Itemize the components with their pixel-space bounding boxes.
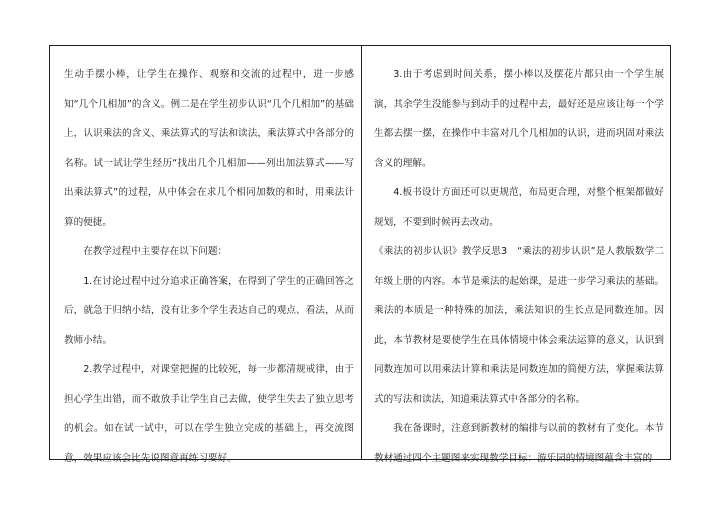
right-paragraph-2: 4.板书设计方面还可以更规范，布局更合理，对整个框架都做好规划，不要到时候再去改动。 [374,187,664,228]
document-frame [49,45,671,464]
left-paragraph-3: 1.在讨论过程中过分追求正确答案，在得到了学生的正确回答之后，就急于归纳小结，没有让多个学生表达自己的观点、看法，从而教师小结。 [64,275,354,346]
left-paragraph-4: 2.教学过程中，对课堂把握的比较死，每一步都清规戒律，由于担心学生出错，而不敢放手让学生自己去做，使学生失去了独立思考的机会。如在试一试中，可以在学生独立完成的基础上，再交流图意，效果应该会比先说图意再练习要好。 [64,364,354,464]
column-divider [361,46,362,459]
right-paragraph-3: 《乘法的初步认识》教学反思3 “乘法的初步认识”是人教版数学二年级上册的内容。本节是乘法的起始课，是进一步学习乘法的基础。乘法的本质是一种特殊的加法，乘法知识的生长点是同数连加。因此，本节教材是要使学生在具体情境中体会乘法运算的意义，认识到同数连加可以用乘法计算和乘法是同数连加的简便方法，掌握乘法算式的写法和读法，知道乘法算式中各部分的名称。 [374,246,664,405]
left-paragraph-2: 在教学过程中主要存在以下问题： [83,246,228,257]
left-paragraph-1: 生动手摆小棒，让学生在操作、观察和交流的过程中，进一步感知“几个几相加”的含义。例二是在学生初步认识“几个几相加”的基础上，认识乘法的含义、乘法算式的写法和读法，乘法算式中各部分的名称。试一试让学生经历“找出几个几相加——列出加法算式——写出乘法算式”的过程，从中体会在求几个相同加数的和时，用乘法计算的便捷。 [64,69,354,228]
left-column [64,60,354,473]
right-paragraph-4: 我在备课时，注意到新教材的编排与以前的教材有了变化。本节教材通过四个主题图来实现教学目标：游乐园的情境图蕴含丰富的 [374,423,664,464]
right-paragraph-1: 3.由于考虑到时间关系，摆小棒以及摆花片都只由一个学生展演，其余学生没能参与到动手的过程中去，最好还是应该让每一个学生都去摆一摆，在操作中丰富对几个几相加的认识，进而巩固对乘法含义的理解。 [374,69,664,169]
right-column [374,60,664,473]
